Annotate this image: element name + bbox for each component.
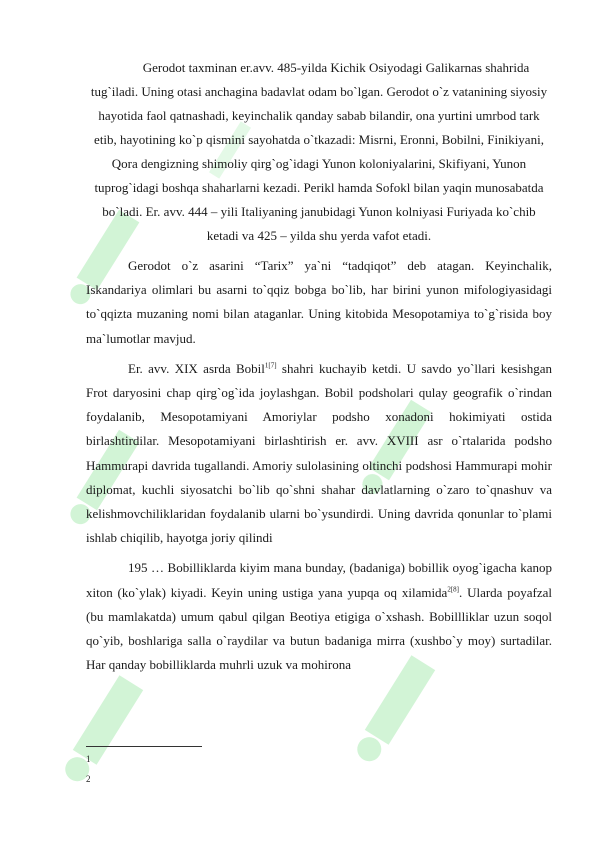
paragraph-text: Gerodot taxminan er.avv. 485-yilda Kichik Osiyodagi Galikarnas shahrida tug`iladi. Uning otasi anchagina badavlat odam bo`lgan. Gerodot o`z vatanining siyosiy hayotida faol qatnashadi, keyinchalik qanday sabab bilandir, ona yurtini umrbod tark etib, hayotining ko`p qismini sayohatda o`tkazadi: Misrni, Eronni, Bobilni, Finikiyani, Qora dengizning shimoliy qirg`og`idagi Yunon koloniyalarini, Skifiyani, Yunon tuprog`idagi boshqa shaharlarni kezadi. Perikl hamda Sofokl bilan yaqin munosabatda bo`ladi. Er. avv. 444 – yili Italiyaning janubidagi Yunon kolniyasi Furiyada ko`chib ketadi va 425 – yilda shu yerda vafot etadi. xyxy=(90,60,548,243)
document-body xyxy=(86,56,552,677)
paragraph-text: shahri kuchayib ketdi. U savdo yo`llari kesishgan Frot daryosini chap qirg`og`ida joylashgan. Bobil podsholari qulay geografik o`rindan foydalanib, Mesopotamiyani Amoriylar podsho xonadoni hokimiyati ostida birlashtirdilar. Mesopotamiyani birlashtirish er. avv. XVIII asr o`rtalarida podsho Hammurapi davrida tugallandi. Amoriy sulolasining oltinchi podshosi Hammurapi mohir diplomat, kuchli siyosatchi bo`lib qo`shni shahar davlatlarning o`zaro to`qnashuv va kelishmovchiliklaridan foydalanib ularni bo`ysundirdi. Uning davrida qonunlar to`plami ishlab chiqilib, hayotga joriy qilindi xyxy=(86,360,552,546)
footnote-2: 2 xyxy=(86,774,91,784)
paragraph-kiyim xyxy=(86,556,552,677)
paragraph-gerodot-bio xyxy=(86,56,552,248)
paragraph-bobil xyxy=(86,357,552,551)
footnote-divider xyxy=(86,746,202,747)
footnote-ref-1[interactable]: 1[7] xyxy=(264,361,277,370)
paragraph-text: 195 … Bobilliklarda kiyim mana bunday, (badaniga) bobillik oyog`igacha kanop xiton (ko`ylak) kiyadi. Keyin uning ustiga yana yupqa oq xilamida xyxy=(86,560,552,600)
footnote-1: 1 xyxy=(86,754,91,764)
paragraph-text: Er. avv. XIX asrda Bobil xyxy=(128,360,265,376)
paragraph-text: . Ularda poyafzal (bu mamlakatda) umum qabul qilgan Beotiya etigiga o`xshash. Bobillliklar uzun soqol qo`yib, boshlariga salla o`raydilar va butun badaniga mirra (xushbo`y moy) surtadilar. Har qanday bobilliklarda muhrli uzuk va mohirona xyxy=(86,584,552,673)
footnote-ref-2[interactable]: 2[8] xyxy=(447,585,460,594)
paragraph-tarix: Gerodot o`z asarini “Tarix” ya`ni “tadqiqot” deb atagan. Keyinchalik, Iskandariya olimlari bu asarni to`qqiz bobga bo`lib, har birini yunon mifologiyasidagi to`qqizta muzaning nomi bilan ataganlar. Uning kitobida Mesopotamiya to`g`risida boy ma`lumotlar mavjud. xyxy=(86,258,552,346)
